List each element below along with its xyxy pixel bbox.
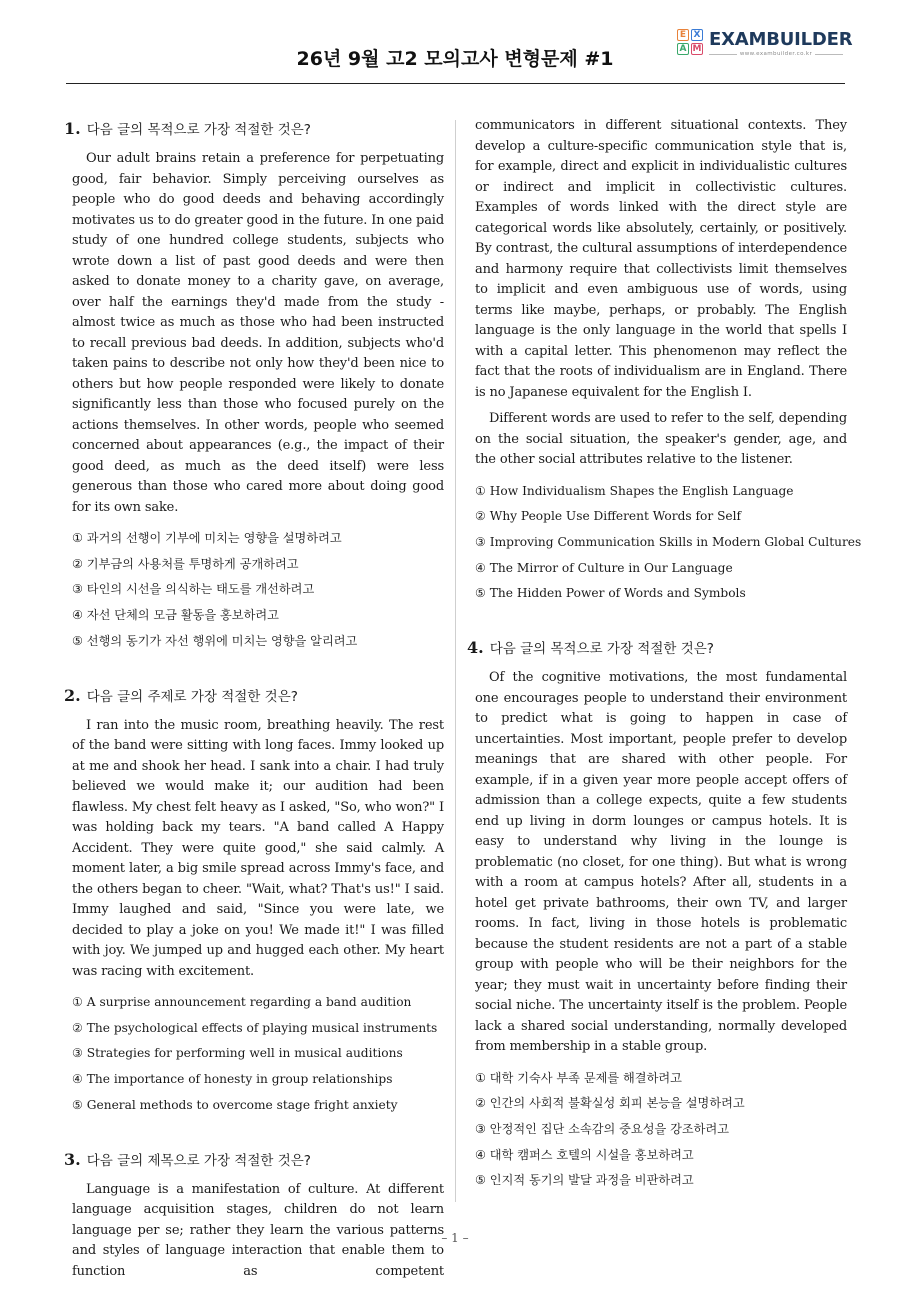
answer-choices: [475, 479, 862, 608]
answer-choice-3[interactable]: ③ 타인의 시선을 의식하는 태도를 개선하려고: [72, 582, 315, 597]
question-number: 1.: [64, 119, 81, 138]
answer-choice-1[interactable]: ① How Individualism Shapes the English Language: [475, 483, 794, 498]
logo-url: www.exambuilder.co.kr: [709, 51, 843, 57]
left-column: [64, 112, 444, 1312]
answer-choice-4[interactable]: ④ The importance of honesty in group relationships: [72, 1072, 393, 1087]
logo-grid-icon: [677, 29, 705, 57]
answer-choice-2[interactable]: ② Why People Use Different Words for Self: [475, 509, 742, 524]
answer-choice-5[interactable]: ⑤ 인지적 동기의 발달 과정을 비판하려고: [475, 1173, 694, 1188]
logo-cell-x: X: [691, 29, 703, 41]
answer-choices: [72, 526, 444, 655]
question-3-start: [64, 1149, 444, 1283]
question-prompt: 다음 글의 목적으로 가장 적절한 것은?: [489, 641, 714, 658]
question-number: 4.: [467, 638, 484, 658]
answer-choice-4[interactable]: ④ 대학 캠퍼스 호텔의 시설을 홍보하려고: [475, 1147, 694, 1162]
question-passage: Of the cognitive motivations, the most fundamental one encourages people to understand their environment to predict what is going to happen in case of uncertainties. Most important, people prefer to develop meanings that are shared with other people. For example, if in a given year more people accept offers of admission than a college expects, quite a few students end up living in dorm lounges or campus hotels. It is easy to understand why living in the lounge is problematic (no closet, for one thing). But what is wrong with a room at campus hotels? After all, students in a hotel get private bathrooms, their own TV, and larger rooms. In fact, living in those hotels is problematic because the student residents are not a part of a stable group with people who will be their neighbors for the year; they must wait in uncertainty before finding their social niche. The uncertainty itself is the problem. People lack a shared social understanding, normally developed from membership in a stable group.: [475, 670, 847, 1055]
answer-choices: [72, 990, 444, 1119]
logo-cell-m: M: [692, 44, 702, 54]
question-passage: Our adult brains retain a preference for perpetuating good, fair behavior. Simply perceiving ourselves as people who do good deeds and behaving accordingly motivates us to do greater good in the future. In one paid study of one hundred college students, subjects who wrote down a list of past good deeds and were then asked to donate money to a charity gave, on average, over half the earnings they'd made from the study - almost twice as much as those who had been instructed to recall previous bad deeds. In addition, subjects who'd taken pains to describe not only how they'd been nice to others but how people responded were likely to donate significantly less than those who focused purely on the actions themselves. In other words, people who seemed concerned about appearances (e.g., the impact of their good deed, as much as the deed itself) were less generous than those who cared more about doing good for its own sake.: [72, 151, 444, 515]
answer-choice-2[interactable]: ② The psychological effects of playing musical instruments: [72, 1020, 438, 1035]
answer-choice-1[interactable]: ① 과거의 선행이 기부에 미치는 영향을 설명하려고: [72, 531, 342, 545]
answer-choice-5[interactable]: ⑤ The Hidden Power of Words and Symbols: [475, 586, 746, 601]
answer-choice-2[interactable]: ② 인간의 사회적 불확실성 회피 본능을 설명하려고: [475, 1096, 745, 1111]
question-prompt: 다음 글의 주제로 가장 적절한 것은?: [86, 688, 298, 705]
answer-choice-3[interactable]: ③ Improving Communication Skills in Modern Global Cultures: [475, 534, 862, 549]
question-header: [64, 118, 444, 138]
answer-choice-2[interactable]: ② 기부금의 사용처를 투명하게 공개하려고: [72, 556, 299, 571]
answer-choice-5[interactable]: ⑤ General methods to overcome stage fright anxiety: [72, 1097, 398, 1112]
exambuilder-logo: [677, 29, 853, 61]
question-passage-continued: communicators in different situational contexts. They develop a culture-specific communication style that is, for example, direct and explicit in individualistic cultures or indirect and implicit in collectivistic cultures. Examples of words linked with the direct style are categorical words like absolutely, certainly, or positively. By contrast, the cultural assumptions of interdependence and harmony require that collectivists limit themselves to implicit and even ambiguous use of words, using terms like maybe, perhaps, or probably. The English language is the only language in the world that spells I with a capital letter. This phenomenon may reflect the fact that the roots of individualism are in England. There is no Japanese equivalent for the English I.: [475, 118, 847, 400]
answer-choices: [475, 1066, 847, 1195]
logo-word-builder: BUILDER: [766, 29, 853, 50]
answer-choice-1[interactable]: ① 대학 기숙사 부족 문제를 해결하려고: [475, 1070, 682, 1085]
question-prompt: 다음 글의 목적으로 가장 적절한 것은?: [86, 122, 311, 138]
question-4: [467, 637, 847, 1194]
question-passage: I ran into the music room, breathing heavily. The rest of the band were sitting with long faces. Immy looked up at me and shook her head. I sank into a chair. I had truly believed we would make it; our audition had been flawless. My chest felt heavy as I asked, "So, who won?" I was holding back my tears. "A band called A Happy Accident. They were quite good," she said calmly. A moment later, a big smile spread across Immy's face, and the others began to cheer. "Wait, what? That's us!" I said. Immy laughed and said, "Since you were late, we decided to play a joke on you! We made it!" I was filled with joy. We jumped up and hugged each other. My heart was racing with excitement.: [72, 717, 444, 979]
page-number: – 1 –: [441, 1231, 469, 1245]
answer-choice-4[interactable]: ④ The Mirror of Culture in Our Language: [475, 560, 733, 575]
answer-choice-3[interactable]: ③ Strategies for performing well in musical auditions: [72, 1046, 403, 1061]
header-rule: [66, 83, 845, 84]
question-number: 2.: [64, 685, 81, 705]
column-divider: [455, 120, 456, 1202]
logo-cell-a: A: [677, 43, 689, 55]
answer-choice-3[interactable]: ③ 안정적인 집단 소속감의 중요성을 강조하려고: [475, 1121, 729, 1136]
question-prompt: 다음 글의 제목으로 가장 적절한 것은?: [86, 1152, 311, 1169]
right-column: [467, 112, 862, 1224]
question-1: [64, 118, 444, 655]
question-3-continued: [467, 116, 862, 607]
question-header: [467, 637, 847, 657]
answer-choice-4[interactable]: ④ 자선 단체의 모금 활동을 홍보하려고: [72, 608, 279, 623]
page-title: 26년 9월 고2 모의고사 변형문제 #1: [296, 48, 614, 70]
question-passage: Language is a manifestation of culture. At different language acquisition stages, children do not learn language per se; rather they learn the various patterns and styles of language interaction that enable them to function as competent: [72, 1181, 444, 1279]
logo-word-exam: EXAM: [709, 29, 767, 50]
logo-cell-e: E: [677, 29, 689, 41]
answer-choice-1[interactable]: ① A surprise announcement regarding a band audition: [72, 995, 412, 1010]
question-2: [64, 685, 444, 1119]
logo-wordmark: [709, 29, 852, 51]
answer-choice-5[interactable]: ⑤ 선행의 동기가 자선 행위에 미치는 영향을 알리려고: [72, 633, 358, 648]
question-header: [64, 685, 444, 705]
question-header: [64, 1149, 444, 1169]
question-passage-paragraph-2: Different words are used to refer to the self, depending on the social situation, the speaker's gender, age, and the other social attributes relative to the listener.: [475, 411, 847, 467]
question-number: 3.: [64, 1149, 81, 1169]
